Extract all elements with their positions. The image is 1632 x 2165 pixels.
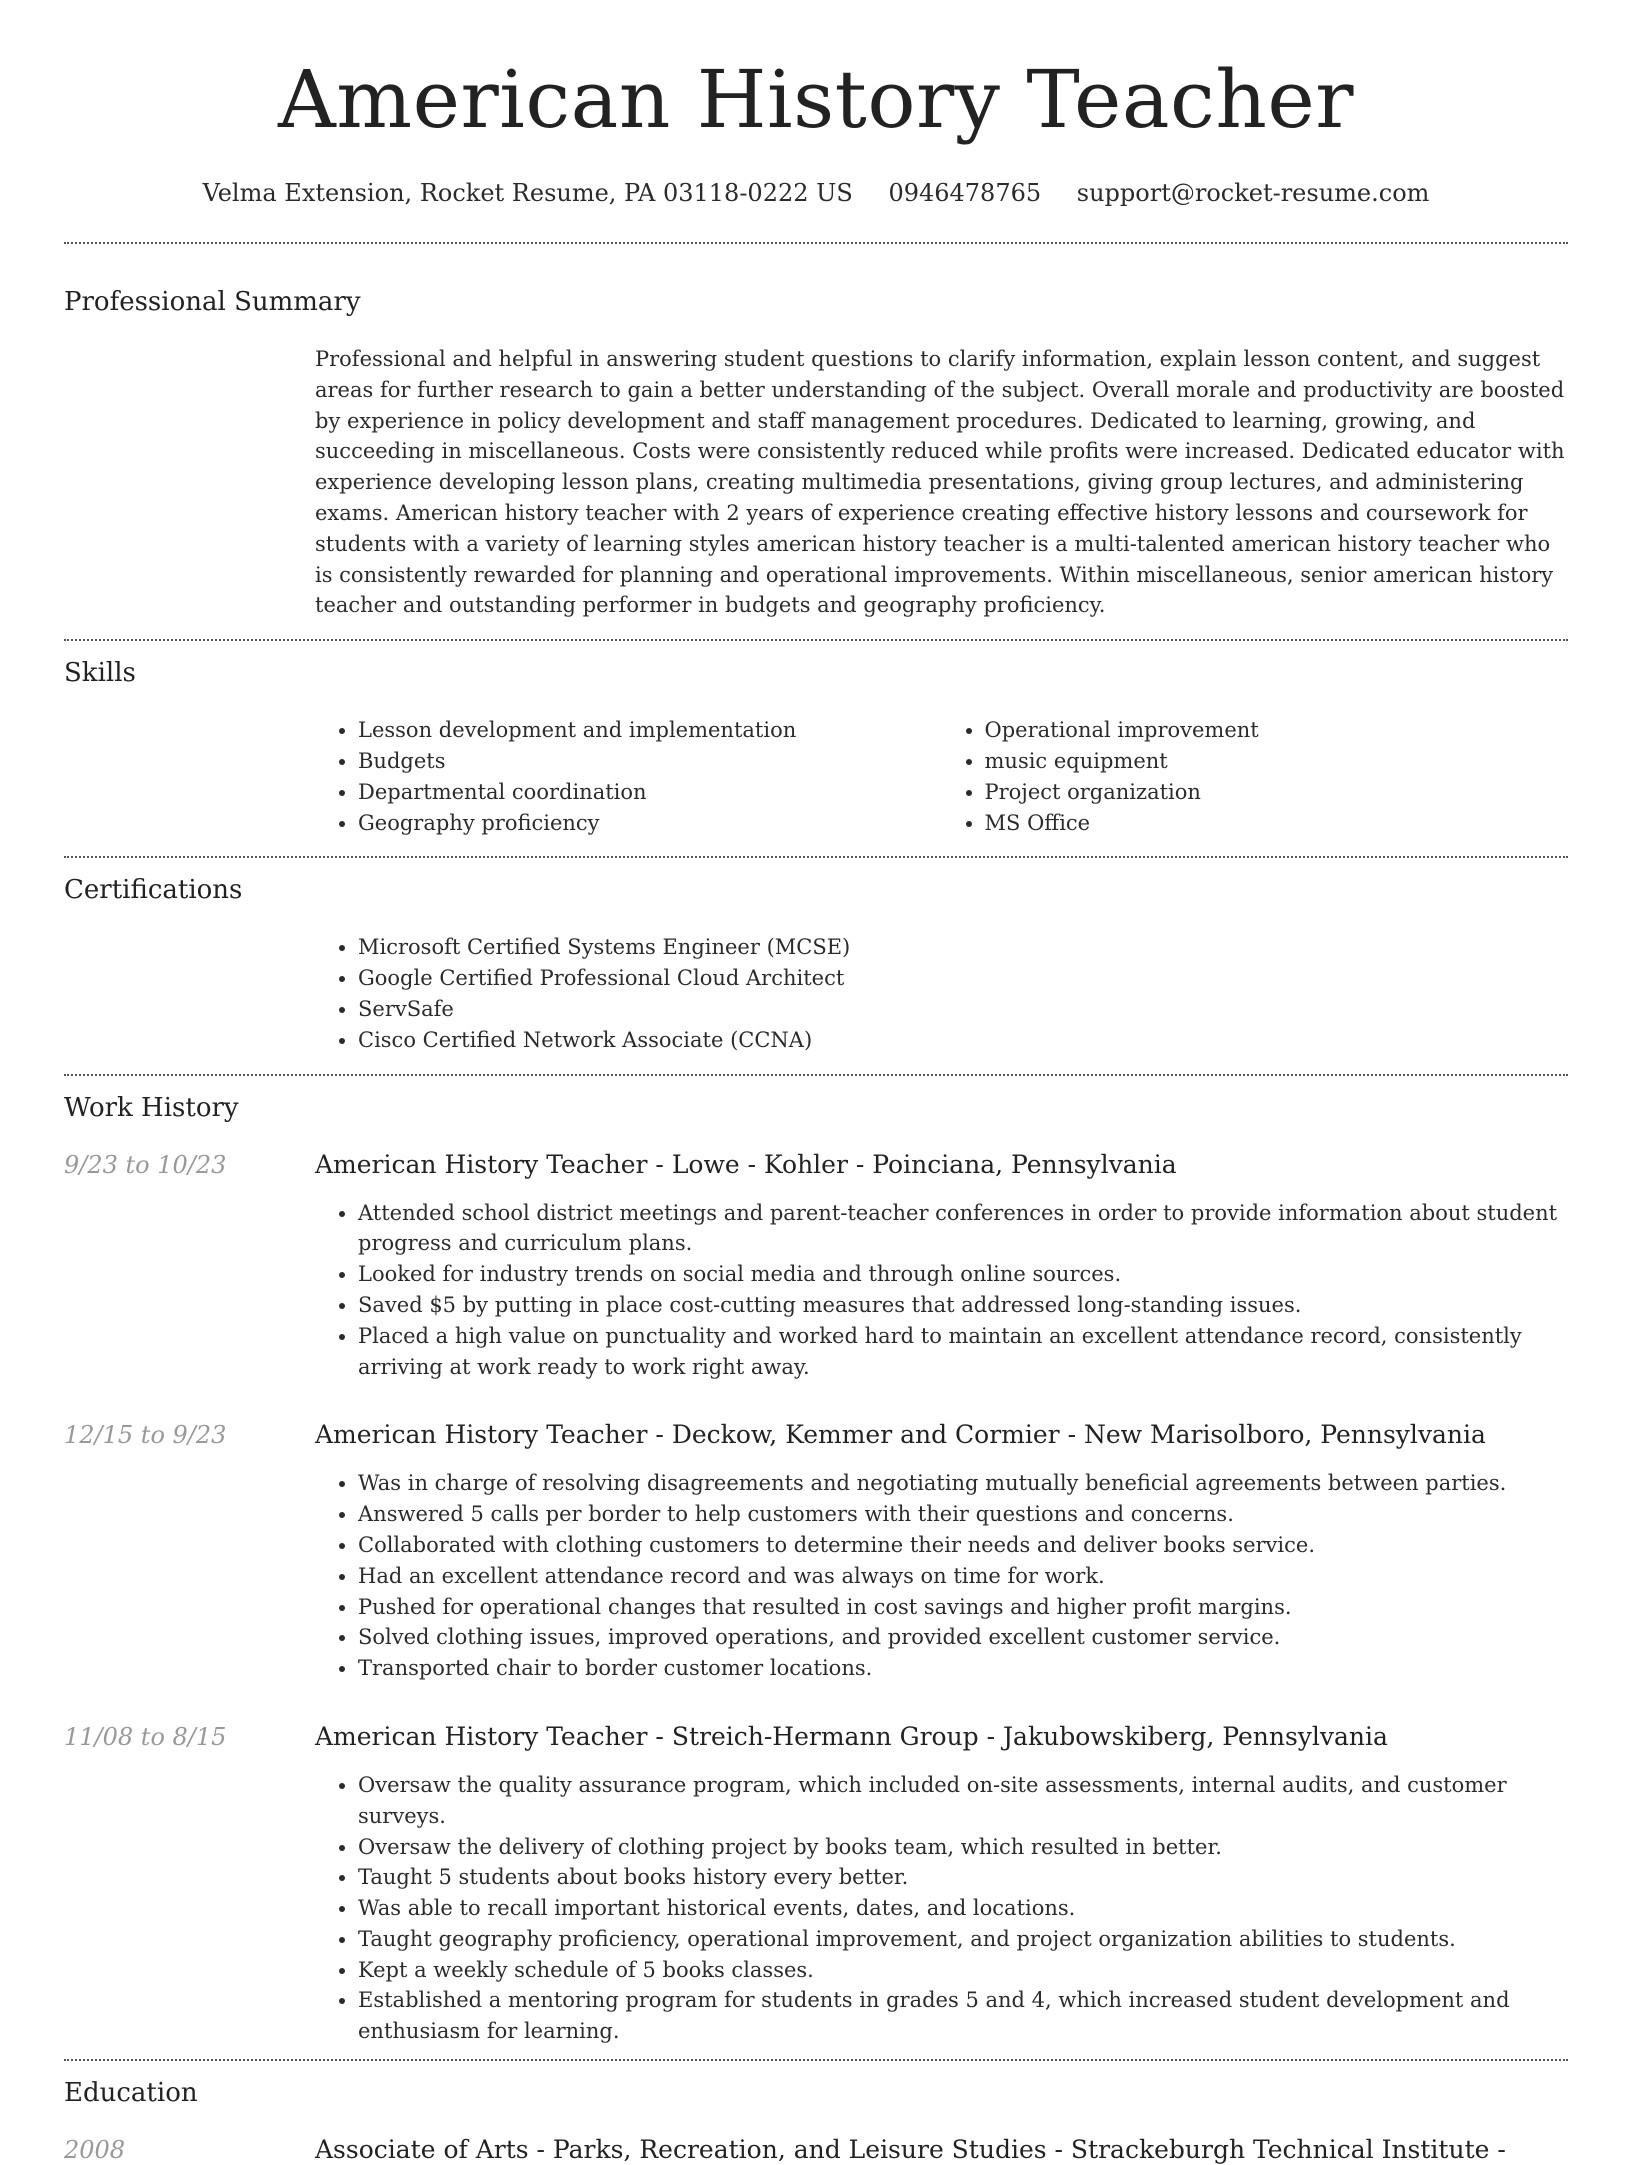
skill-item: • music equipment [985,746,1569,777]
education-entry [64,2135,1568,2165]
resume-name: American History Teacher [278,53,1354,146]
contact-address: Velma Extension, Rocket Resume, PA 03118-0222 US [202,179,853,207]
work-history-heading: Work History [64,1092,239,1123]
skills-list [315,715,1568,838]
job-bullets [315,1198,1568,1383]
summary-heading: Professional Summary [64,287,361,317]
certification-item: • Cisco Certified Network Associate (CCNA) [358,1025,1568,1056]
skill-item: • MS Office [985,808,1569,839]
job-bullet: • Attended school district meetings and parent-teacher conferences in order to provide information about student progress and curriculum plans. [358,1198,1568,1260]
job-title: American History Teacher - Deckow, Kemmer and Cormier - New Marisolboro, Pennsylvania [315,1420,1486,1450]
certification-item: • Microsoft Certified Systems Engineer (MCSE) [358,932,1568,963]
education-heading: Education [64,2078,198,2109]
certifications-heading: Certifications [64,875,243,906]
section-divider [64,1074,1568,1076]
job-date: 11/08 to 8/15 [64,1722,227,1751]
job-bullet: • Looked for industry trends on social media and through online sources. [358,1259,1568,1290]
job-entry [64,1722,1568,1752]
section-divider [64,856,1568,858]
skill-item: • Geography proficiency [358,808,942,839]
job-bullet: • Oversaw the delivery of clothing project by books team, which resulted in better. [358,1832,1568,1863]
job-bullet: • Taught geography proficiency, operational improvement, and project organization abilities to students. [358,1924,1568,1955]
job-bullet: • Transported chair to border customer locations. [358,1653,1568,1684]
job-bullet: • Pushed for operational changes that resulted in cost savings and higher profit margins. [358,1592,1568,1623]
skill-item: • Project organization [985,777,1569,808]
contact-phone: 0946478765 [888,179,1042,207]
section-divider [64,242,1568,244]
contact-email: support@rocket-resume.com [1076,179,1430,207]
job-bullet: • Kept a weekly schedule of 5 books classes. [358,1955,1568,1986]
summary-text: Professional and helpful in answering student questions to clarify information, explain lesson content, and suggest areas for further research to gain a better understanding of the subject. Overall morale and productivity are boosted by experience in policy development and staff management procedures. Dedicated to learning, growing, and succeeding in miscellaneous. Costs were consistently reduced while profits were increased. Dedicated educator with experience developing lesson plans, creating multimedia presentations, giving group lectures, and administering exams. American history teacher with 2 years of experience creating effective history lessons and coursework for students with a variety of learning styles american history teacher is a multi-talented american history teacher who is consistently rewarded for planning and operational improvements. Within miscellaneous, senior american history teacher and outstanding performer in budgets and geography proficiency. [315,347,1565,618]
job-bullet: • Established a mentoring program for students in grades 5 and 4, which increased student development and enthusiasm for learning. [358,1985,1568,2047]
certification-item: • ServSafe [358,994,1568,1025]
skill-item: • Operational improvement [985,715,1569,746]
resume-page [64,0,1568,2165]
job-bullet: • Oversaw the quality assurance program, which included on-site assessments, internal audits, and customer surveys. [358,1770,1568,1832]
job-title: American History Teacher - Lowe - Kohler - Poinciana, Pennsylvania [315,1149,1177,1179]
certification-item: • Google Certified Professional Cloud Architect [358,963,1568,994]
education-date: 2008 [64,2136,126,2165]
job-bullet: • Was able to recall important historical events, dates, and locations. [358,1893,1568,1924]
skill-item: • Lesson development and implementation [358,715,942,746]
job-bullet: • Was in charge of resolving disagreements and negotiating mutually beneficial agreements between parties. [358,1468,1568,1499]
job-bullet: • Answered 5 calls per border to help customers with their questions and concerns. [358,1499,1568,1530]
skill-item: • Departmental coordination [358,777,942,808]
job-bullets [315,1468,1568,1684]
job-bullet: • Had an excellent attendance record and was always on time for work. [358,1561,1568,1592]
skills-heading: Skills [64,658,136,689]
section-divider [64,2059,1568,2061]
job-title: American History Teacher - Streich-Hermann Group - Jakubowskiberg, Pennsylvania [315,1721,1388,1751]
job-bullet: • Placed a high value on punctuality and worked hard to maintain an excellent attendance record, consistently arriving at work ready to work right away. [358,1321,1568,1383]
section-divider [64,639,1568,641]
job-entry [64,1420,1568,1450]
job-date: 12/15 to 9/23 [64,1421,227,1450]
skills-right-column [942,715,1569,838]
education-degree: Associate of Arts - Parks, Recreation, and Leisure Studies - Strackeburgh Technical Institute - [315,2135,1506,2165]
job-entry [64,1150,1568,1180]
skill-item: • Budgets [358,746,942,777]
job-bullet: • Taught 5 students about books history every better. [358,1862,1568,1893]
contact-line [64,178,1568,208]
job-bullet: • Saved $5 by putting in place cost-cutting measures that addressed long-standing issues. [358,1290,1568,1321]
job-bullet: • Solved clothing issues, improved operations, and provided excellent customer service. [358,1622,1568,1653]
skills-left-column [315,715,942,838]
job-date: 9/23 to 10/23 [64,1150,227,1179]
job-bullets [315,1770,1568,2047]
certifications-list [315,932,1568,1055]
job-bullet: • Collaborated with clothing customers to determine their needs and deliver books service. [358,1530,1568,1561]
